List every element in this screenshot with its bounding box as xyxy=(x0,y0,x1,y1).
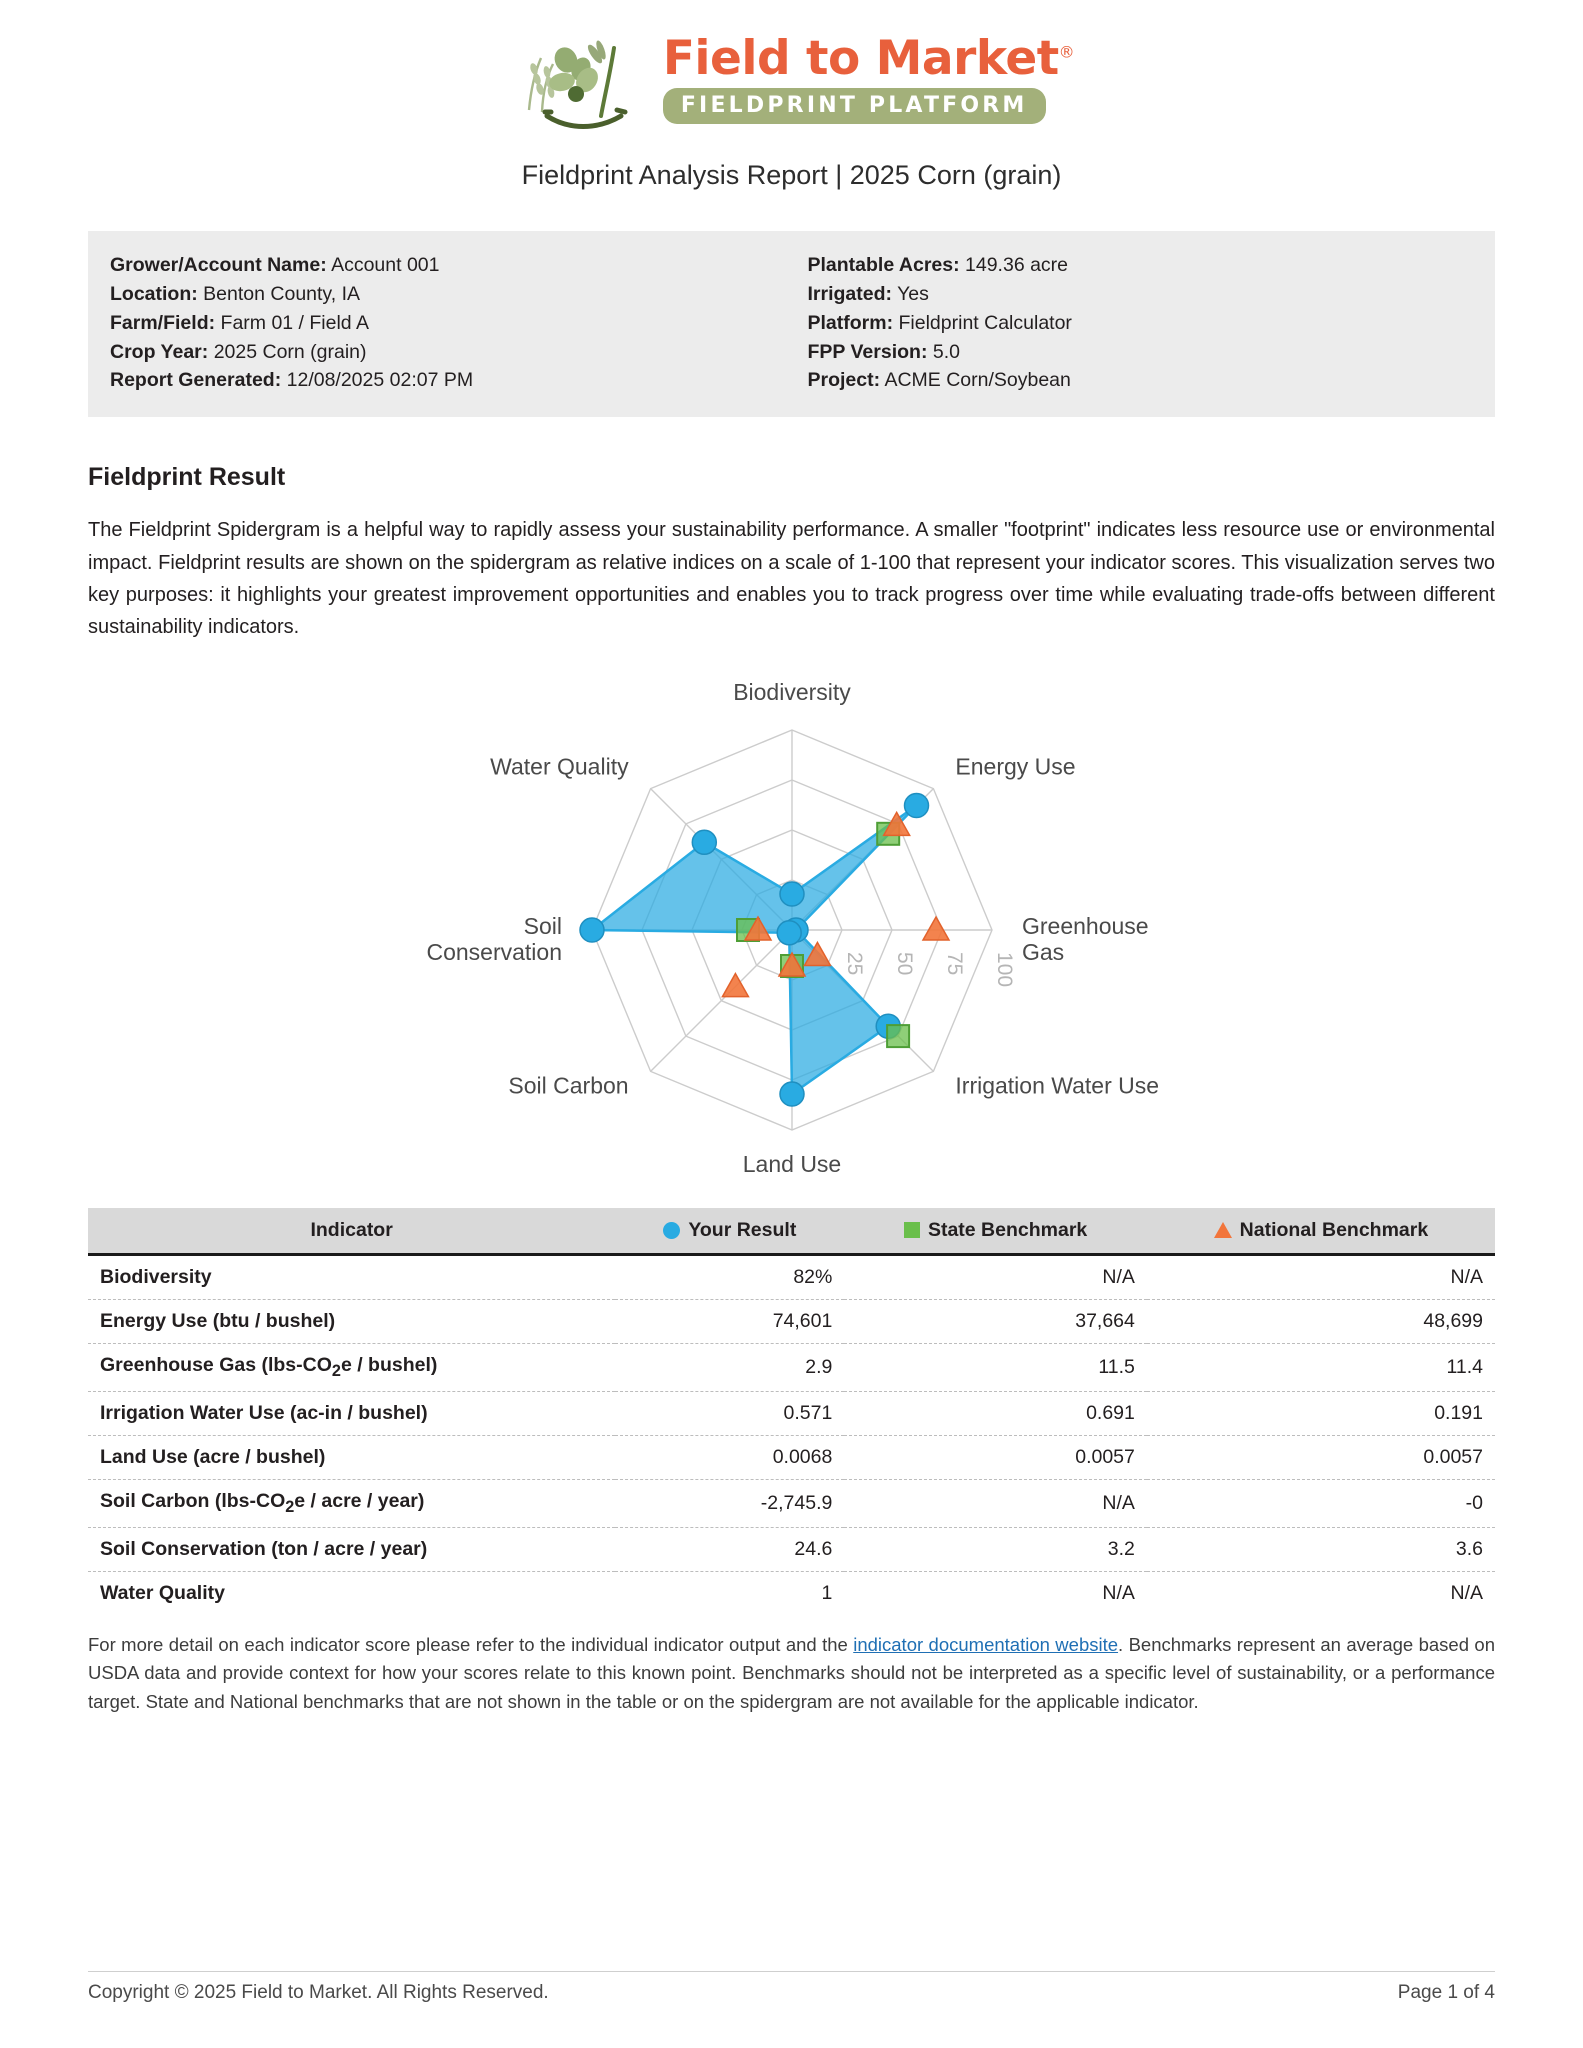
axis-label-soil-conservation: Soil xyxy=(523,912,562,939)
axis-label-soil-conservation: Conservation xyxy=(425,938,562,965)
axis-label-soil-carbon: Soil Carbon xyxy=(507,1072,629,1099)
tick-label: 75 xyxy=(942,951,966,976)
cell-state-benchmark: 37,664 xyxy=(844,1299,1147,1343)
tick-label: 25 xyxy=(842,951,866,976)
meta-value: 5.0 xyxy=(932,340,960,363)
table-row xyxy=(88,1435,1495,1479)
meta-project xyxy=(808,366,1474,395)
registered-mark: ® xyxy=(1058,41,1075,61)
column-header-indicator-label: Indicator xyxy=(310,1218,393,1241)
cell-your-result: 74,601 xyxy=(615,1299,844,1343)
marker-circle xyxy=(580,918,604,942)
cell-state-benchmark: 0.0057 xyxy=(844,1435,1147,1479)
table-header xyxy=(88,1208,1495,1255)
cell-your-result: 2.9 xyxy=(615,1343,844,1391)
tick-label: 100 xyxy=(992,951,1016,987)
column-header-your-result-label: Your Result xyxy=(688,1218,797,1241)
table-header-row xyxy=(88,1208,1495,1255)
meta-report-generated xyxy=(110,366,776,395)
marker-circle xyxy=(692,830,716,854)
meta-farm-field xyxy=(110,309,776,338)
meta-value: Fieldprint Calculator xyxy=(898,311,1072,334)
table-row xyxy=(88,1299,1495,1343)
cell-indicator: Greenhouse Gas ($lbs-CO_2e$ / bushel) xyxy=(88,1343,615,1391)
cell-indicator: Irrigation Water Use (ac-in / bushel) xyxy=(88,1391,615,1435)
radar-series xyxy=(580,793,949,1106)
meta-fpp-version xyxy=(808,338,1474,367)
meta-label: Crop Year: xyxy=(110,340,209,363)
axis-label-biodiversity: Biodiversity xyxy=(732,678,851,705)
subscript: 2 xyxy=(285,1497,295,1516)
table-body xyxy=(88,1254,1495,1614)
meta-value: Account 001 xyxy=(331,254,440,276)
fieldprint-spidergram xyxy=(0,670,1583,1190)
column-header-indicator xyxy=(88,1208,615,1255)
column-header-national-benchmark xyxy=(1147,1208,1495,1255)
table-row xyxy=(88,1571,1495,1615)
column-header-national-benchmark-label: National Benchmark xyxy=(1239,1218,1429,1241)
cell-your-result: 1 xyxy=(821,1581,833,1604)
indicator-documentation-link[interactable]: indicator documentation website xyxy=(853,1633,1119,1655)
cell-state-benchmark: N/A xyxy=(844,1479,1147,1527)
marker-circle xyxy=(904,793,928,817)
cell-indicator: Biodiversity xyxy=(88,1254,615,1299)
cell-your-result: 82% xyxy=(615,1254,844,1299)
cell-state-benchmark: 0.691 xyxy=(844,1391,1147,1435)
meta-label: FPP Version: xyxy=(807,340,928,363)
subscript: 2 xyxy=(331,1361,341,1380)
footnote-part-1: For more detail on each indicator score please refer to the individual indicator output and the xyxy=(88,1633,854,1655)
indicator-results-table xyxy=(88,1208,1495,1615)
cell-national-benchmark: 3.6 xyxy=(1147,1527,1495,1571)
cell-your-result: -2,745.9 xyxy=(615,1479,844,1527)
meta-label: Plantable Acres: xyxy=(807,254,960,276)
meta-label: Irrigated: xyxy=(807,282,893,305)
tick-label: 50 xyxy=(892,951,916,976)
brand-header xyxy=(0,0,1583,130)
cell-national-benchmark: N/A xyxy=(1147,1254,1495,1299)
cell-national-benchmark: 0.191 xyxy=(1147,1391,1495,1435)
plant-basket-logo-icon xyxy=(509,24,649,134)
blue-circle-icon xyxy=(663,1222,680,1239)
radial-tick-labels xyxy=(843,952,1016,987)
brand-wordmark xyxy=(662,30,1075,124)
marker-circle xyxy=(780,882,804,906)
marker-square xyxy=(887,1025,909,1047)
column-header-state-benchmark-label: State Benchmark xyxy=(927,1218,1088,1241)
cell-state-benchmark: 3.2 xyxy=(844,1527,1147,1571)
section-heading: Fieldprint Result xyxy=(88,463,286,492)
cell-indicator: Land Use (acre / bushel) xyxy=(88,1435,615,1479)
meta-label: Project: xyxy=(807,369,881,392)
meta-irrigated xyxy=(808,280,1474,309)
green-square-icon xyxy=(904,1222,920,1238)
marker-triangle xyxy=(923,917,949,940)
report-meta-box xyxy=(88,231,1495,417)
cell-your-result: 24.6 xyxy=(615,1527,844,1571)
cell-national-benchmark: 11.4 xyxy=(1147,1343,1495,1391)
cell-indicator: Soil Carbon ($lbs-CO_2e$ / acre / year) xyxy=(88,1479,615,1527)
spidergram-svg xyxy=(232,670,1352,1190)
table-footnote xyxy=(88,1631,1495,1717)
meta-value: 12/08/2025 02:07 PM xyxy=(286,369,474,392)
marker-circle xyxy=(777,921,801,945)
meta-value: ACME Corn/Soybean xyxy=(884,369,1071,392)
cell-indicator: Soil Conservation (ton / acre / year) xyxy=(88,1527,615,1571)
meta-value: Yes xyxy=(897,282,929,305)
series-area-your-result xyxy=(592,805,917,1094)
meta-value: 2025 Corn (grain) xyxy=(213,340,367,363)
meta-value: Benton County, IA xyxy=(203,282,360,305)
meta-value: 149.36 acre xyxy=(965,254,1069,276)
meta-crop-year xyxy=(110,338,776,367)
axis-label-land-use: Land Use xyxy=(742,1150,841,1177)
meta-label: Location: xyxy=(110,282,198,305)
cell-national-benchmark: 0.0057 xyxy=(1147,1435,1495,1479)
axis-label-irrigation-water-use: Irrigation Water Use xyxy=(954,1072,1159,1099)
table-row xyxy=(88,1527,1495,1571)
cell-state-benchmark: N/A xyxy=(844,1254,1147,1299)
axis-label-water-quality: Water Quality xyxy=(489,753,629,780)
meta-plantable-acres xyxy=(808,251,1474,280)
cell-state-benchmark: N/A xyxy=(1102,1581,1135,1604)
meta-value: Farm 01 / Field A xyxy=(220,311,369,334)
meta-label: Farm/Field: xyxy=(110,311,216,334)
copyright-text: Copyright © 2025 Field to Market. All Rights Reserved. xyxy=(88,1982,549,2003)
meta-grower-account xyxy=(110,251,776,280)
cell-state-benchmark: 11.5 xyxy=(844,1343,1147,1391)
cell-national-benchmark: N/A xyxy=(1450,1581,1483,1604)
meta-label: Grower/Account Name: xyxy=(110,254,327,276)
cell-national-benchmark: 48,699 xyxy=(1147,1299,1495,1343)
table-row xyxy=(88,1391,1495,1435)
table-row xyxy=(88,1254,1495,1299)
cell-your-result: 0.571 xyxy=(615,1391,844,1435)
cell-your-result: 0.0068 xyxy=(615,1435,844,1479)
meta-label: Report Generated: xyxy=(110,369,282,392)
page-number: Page 1 of 4 xyxy=(1397,1982,1495,2003)
footnote-part-2: . Benchmarks represent an average based on USDA data and provide context for how your scores relate to this known point. Benchmarks should not be interpreted as a specific level of sustainability, or a performance target. State and National benchmarks that are not shown in the table or on the spidergram are not available for the applicable indicator. xyxy=(88,1633,1495,1712)
column-header-state-benchmark xyxy=(844,1208,1147,1255)
axis-label-energy-use: Energy Use xyxy=(954,753,1076,780)
axis-label-greenhouse-gas: Gas xyxy=(1021,938,1064,965)
cell-indicator: Energy Use (btu / bushel) xyxy=(88,1299,615,1343)
meta-location xyxy=(110,280,776,309)
meta-label: Platform: xyxy=(807,311,894,334)
meta-platform xyxy=(808,309,1474,338)
report-meta-left-column xyxy=(110,251,776,395)
table-row xyxy=(88,1343,1495,1391)
marker-circle xyxy=(780,1082,804,1106)
section-paragraph: The Fieldprint Spidergram is a helpful way to rapidly assess your sustainability performance. A smaller "footprint" indicates less resource use or environmental impact. Fieldprint results are shown on the spidergram as relative indices on a scale of 1-100 that represent your indicator scores. This visualization serves two key purposes: it highlights your greatest improvement opportunities and enables you to track progress over time while evaluating trade-offs between different sustainability indicators. xyxy=(88,519,1495,639)
cell-national-benchmark: -0 xyxy=(1147,1479,1495,1527)
brand-subtitle: FIELDPRINT PLATFORM xyxy=(663,88,1046,124)
brand-title-text: Field to Market xyxy=(662,30,1059,86)
orange-triangle-icon xyxy=(1214,1222,1232,1238)
table-row xyxy=(88,1479,1495,1527)
axis-label-greenhouse-gas: Greenhouse xyxy=(1021,912,1149,939)
brand-title xyxy=(662,30,1075,86)
page-footer xyxy=(88,1971,1495,2004)
column-header-your-result xyxy=(615,1208,844,1255)
report-meta-right-column xyxy=(776,251,1474,395)
page-title: Fieldprint Analysis Report | 2025 Corn (grain) xyxy=(521,160,1062,190)
cell-indicator: Water Quality xyxy=(100,1581,225,1604)
